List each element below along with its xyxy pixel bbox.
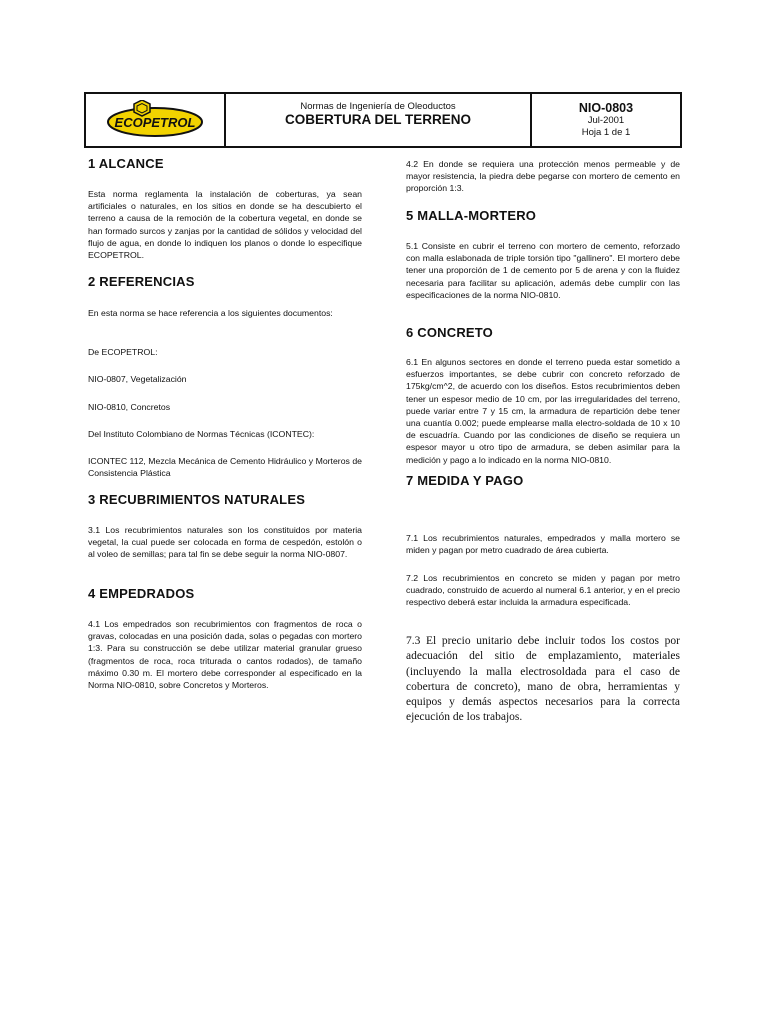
section-3-title: 3 RECUBRIMIENTOS NATURALES <box>88 492 306 507</box>
section-7-paragraph-3: 7.3 El precio unitario debe incluir todos los costos por adecuación del sitio de emplazamiento, materiales (incluyendo la malla electrosoldada para el caso de cobertura de concreto), mano de obra, herramientas y equipos y demás aspectos necesarios para la correcta ejecución de los trabajos. <box>406 635 680 724</box>
document-title: COBERTURA DEL TERRENO <box>284 111 471 127</box>
section-6-paragraph: 6.1 En algunos sectores en donde el terreno pueda estar sometido a esfuerzos importantes, se debe cubrir con concreto reforzado de 175kg/cm^2, de acuerdo con los diseños. Estos recubrimientos deben tener un espesor medio de 10 cm, por las irregularidades del terreno, puede variar entre 7 y 15 cm, la armadura de repartición debe tener una cuantía 0.002; puede emplearse malla electro-soldada de 10 x 10 de escuadría. Cuando por las condiciones de diseño se requiera un espesor mayor u otro tipo de armadura, se deben asimilar para la medición y pago a lo indicado en la norma NIO-0810. <box>406 357 680 465</box>
ecopetrol-logo-icon <box>106 100 204 140</box>
section-4-title: 4 EMPEDRADOS <box>88 586 195 601</box>
document-code: NIO-0803 <box>578 101 634 115</box>
section-4-paragraph-2: 4.2 En donde se requiera una protección menos permeable y de mayor resistencia, la piedra debe pegarse con mortero de cemento en proporción 1:3. <box>406 159 680 194</box>
section-5-title: 5 MALLA-MORTERO <box>406 208 537 223</box>
section-5-paragraph: 5.1 Consiste en cubrir el terreno con mortero de cemento, reforzado con malla eslabonada de triple torsión tipo "gallinero". El mortero debe tener una proporción de 1 de cemento por 5 de arena y con la fluidez necesaria para facilitar su aplicación, además debe cumplir con las especificaciones de la norma NIO-0810. <box>406 241 680 300</box>
title-block <box>226 94 532 146</box>
reference-ecopetrol: De ECOPETROL: <box>88 347 158 357</box>
document-meta <box>532 94 680 146</box>
section-3-paragraph: 3.1 Los recubrimientos naturales son los constituidos por materia vegetal, la cual puede ser colocada en forma de cespedón, estolón o al voleo de semillas; para tal fin se debe seguir la norma NIO-0807. <box>88 525 362 560</box>
reference-nio-0807: NIO-0807, Vegetalización <box>88 374 187 384</box>
section-4-paragraph-1: 4.1 Los empedrados son recubrimientos con fragmentos de roca o gravas, colocadas en una posición dada, solas o pegadas con mortero 1:3. Para su construcción se debe utilizar material granular grueso (fragmentos de roca, roca triturada o cantos rodados), de tamaño máximo 0.30 m. El mortero debe corresponder al especificado en la Norma NIO-0810, sobre Concretos y Morteros. <box>88 619 362 691</box>
section-6-title: 6 CONCRETO <box>406 325 493 340</box>
document-date: Jul-2001 <box>587 115 625 126</box>
section-7-title: 7 MEDIDA Y PAGO <box>406 473 524 488</box>
reference-nio-0810: NIO-0810, Concretos <box>88 402 171 412</box>
section-2-intro: En esta norma se hace referencia a los siguientes documentos: <box>88 308 333 318</box>
reference-icontec-intro: Del Instituto Colombiano de Normas Técnicas (ICONTEC): <box>88 429 315 439</box>
logo-text: ECOPETROL <box>114 115 196 130</box>
section-7-paragraph-1: 7.1 Los recubrimientos naturales, empedrados y malla mortero se miden y pagan por metro cuadrado de área cubierta. <box>406 533 680 556</box>
page-indicator: Hoja 1 de 1 <box>581 127 631 138</box>
section-1-title: 1 ALCANCE <box>88 156 164 171</box>
document-header <box>84 92 682 148</box>
organization-name: Normas de Ingeniería de Oleoductos <box>300 100 456 112</box>
section-2-title: 2 REFERENCIAS <box>88 274 195 289</box>
reference-icontec-112: ICONTEC 112, Mezcla Mecánica de Cemento Hidráulico y Morteros de Consistencia Plástica <box>88 456 362 479</box>
section-1-paragraph: Esta norma reglamenta la instalación de coberturas, ya sean artificiales o naturales, en los sitios en donde se ha descubierto el terreno a causa de la remoción de la cobertura vegetal, en donde se han formado surcos y zanjas por la cantidad de sólidos y velocidad del flujo de agua, en donde lo indiquen los planos o donde lo especifique ECOPETROL. <box>88 189 362 261</box>
section-7-paragraph-2: 7.2 Los recubrimientos en concreto se miden y pagan por metro cuadrado, construido de acuerdo al numeral 6.1 anterior, y en el precio respectivo deberá estar incluida la armadura especificada. <box>406 573 680 608</box>
ecopetrol-logo <box>86 94 226 146</box>
